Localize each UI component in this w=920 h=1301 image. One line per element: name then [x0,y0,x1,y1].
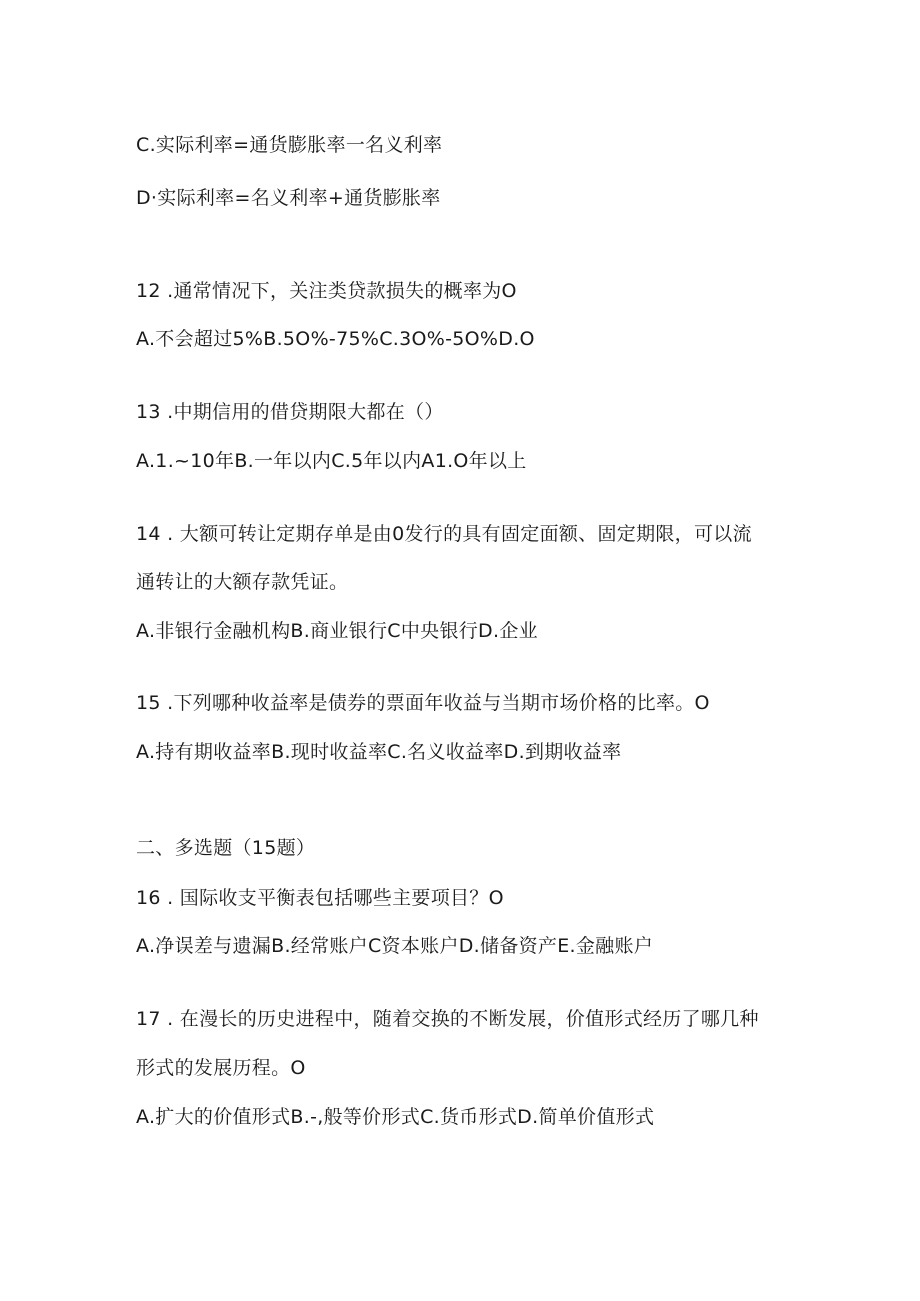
question-17-options: A.扩大的价值形式B.-,般等价形式C.货币形式D.简单价值形式 [136,1106,655,1128]
question-15: 15 .下列哪种收益率是债券的票面年收益与当期市场价格的比率。O [136,692,710,714]
question-16: 16 . 国际收支平衡表包括哪些主要项目？O [136,887,504,909]
question-14-line-1: 14 . 大额可转让定期存单是由0发行的具有固定面额、固定期限，可以流 [136,523,752,545]
question-13-options: A.1.~10年B.一年以内C.5年以内A1.O年以上 [136,450,527,472]
option-d-line: D·实际利率=名义利率+通货膨胀率 [136,187,441,209]
question-12: 12 .通常情况下，关注类贷款损失的概率为O [136,280,517,302]
question-15-options: A.持有期收益率B.现时收益率C.名义收益率D.到期收益率 [136,741,622,763]
section-heading-multiple-choice: 二、多选题（15题） [136,837,316,859]
question-17-line-1: 17 . 在漫长的历史进程中，随着交换的不断发展，价值形式经历了哪几种 [136,1008,759,1030]
option-c-line: C.实际利率=通货膨胀率一名义利率 [136,134,443,156]
question-14-line-2: 通转让的大额存款凭证。 [136,571,349,593]
question-12-options: A.不会超过5%B.5O%-75%C.3O%-5O%D.O [136,328,535,350]
question-17-line-2: 形式的发展历程。O [136,1057,306,1079]
question-14-options: A.非银行金融机构B.商业银行C中央银行D.企业 [136,620,538,642]
question-13: 13 .中期信用的借贷期限大都在（） [136,401,444,423]
question-16-options: A.净误差与遗漏B.经常账户C资本账户D.储备资产E.金融账户 [136,935,654,957]
